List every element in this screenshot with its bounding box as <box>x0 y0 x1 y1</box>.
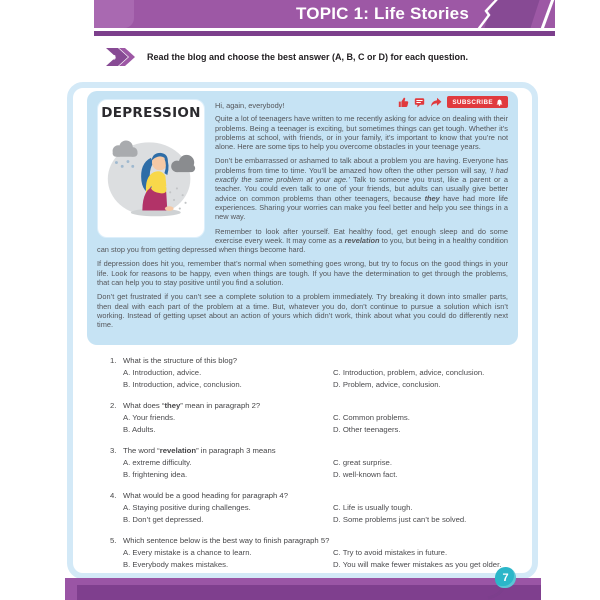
comment-icon[interactable] <box>414 97 425 108</box>
question-number: 3. <box>110 446 117 455</box>
option-4c[interactable]: C. Life is usually tough. <box>333 503 413 512</box>
option-5c[interactable]: C. Try to avoid mistakes in future. <box>333 548 448 557</box>
depression-illustration <box>103 123 199 227</box>
exercise-number-badge <box>104 46 142 68</box>
blog-paragraph-1: Quite a lot of teenagers have written to me recently asking for advice on dealing with their problems. Being a teenager is exciting, but sometimes things can get tough. Whether it’s problems at school, with friends, or in your family, it’s important to know that you’re not alone. Here are some tips to help you overcome obstacles in your teenage years. <box>215 114 508 152</box>
option-1b[interactable]: B. Introduction, advice, conclusion. <box>123 379 242 389</box>
footer-bar <box>65 578 541 600</box>
instruction-text: Read the blog and choose the best answer (A, B, C or D) for each question. <box>147 52 469 62</box>
option-2d[interactable]: D. Other teenagers. <box>333 424 401 434</box>
blog-greeting: Hi, again, everybody! <box>215 101 285 110</box>
option-3b[interactable]: B. frightening idea. <box>123 469 188 479</box>
header-diagonal-line <box>539 0 554 32</box>
page-title: TOPIC 1: Life Stories <box>296 4 469 23</box>
option-2c[interactable]: C. Common problems. <box>333 413 410 422</box>
question-number: 1. <box>110 356 117 365</box>
blog-paragraph-2: Don’t be embarrassed or ashamed to talk about a problem you are having. Everyone has problems from time to time. You’ll be amazed how often the other person will say, ‘I had exactly the same problem at your age.’ Talk to someone you trust, like a parent or a teacher. You could even talk to one of your friends, but adults can usually give better advice on common problems than other teenagers, because they have had more life experiences. Sharing your worries can make you feel better and help you see things in a new way. <box>215 156 509 222</box>
question-number: 5. <box>110 536 117 545</box>
option-4b[interactable]: B. Don’t get depressed. <box>123 514 204 524</box>
subscribe-button[interactable] <box>447 96 508 108</box>
option-1a[interactable]: A. Introduction, advice. <box>123 368 202 377</box>
option-3d[interactable]: D. well-known fact. <box>333 469 398 479</box>
blog-social-row <box>398 96 508 108</box>
blog-paragraph-5: Don’t get frustrated if you can’t see a complete solution to a problem immediately. Try breaking it down into smaller parts, then deal with each part of the problem at a time. But, whatever you do, don’t continue to pursue a solution which isn’t working. Instead of getting upset about an action of yours which didn’t work, think about what you could do differently next time. <box>97 292 508 330</box>
question-text: What does “they” mean in paragraph 2? <box>123 401 261 410</box>
share-icon[interactable] <box>430 97 442 108</box>
footer-inner-band <box>77 585 541 600</box>
instruction-row <box>104 46 468 68</box>
page-number: 7 <box>502 571 509 584</box>
subscribe-label: SUBSCRIBE <box>452 98 493 106</box>
question-number: 4. <box>110 491 117 500</box>
blog-paragraph-3: Remember to look after yourself. Eat healthy food, get enough sleep and do some exercise every week. It may come as a revelation to you, but being in a healthy condition can stop you from getting depressed when things become hard. <box>97 226 509 255</box>
option-4d[interactable]: D. Some problems just can’t be solved. <box>333 514 467 524</box>
header-zigzag-decoration <box>473 0 503 31</box>
header-underline <box>94 31 555 36</box>
option-2b[interactable]: B. Adults. <box>123 424 156 434</box>
bell-icon <box>496 99 503 106</box>
page-number-badge <box>495 567 516 588</box>
question-2 <box>110 400 514 435</box>
thumbs-up-icon[interactable] <box>398 97 409 108</box>
option-5b[interactable]: B. Everybody makes mistakes. <box>123 559 229 569</box>
header-tab-decoration <box>94 0 134 28</box>
option-3a[interactable]: A. extreme difficulty. <box>123 458 192 467</box>
question-1 <box>110 355 514 390</box>
option-1d[interactable]: D. Problem, advice, conclusion. <box>333 379 441 389</box>
topic-header-bar <box>94 0 555 28</box>
depression-card <box>97 99 205 238</box>
option-4a[interactable]: A. Staying positive during challenges. <box>123 503 251 512</box>
worksheet-panel <box>67 82 538 579</box>
question-text: Which sentence below is the best way to finish paragraph 5? <box>123 536 330 545</box>
question-4 <box>110 490 514 525</box>
option-3c[interactable]: C. great surprise. <box>333 458 392 467</box>
option-1c[interactable]: C. Introduction, problem, advice, conclusion. <box>333 368 485 377</box>
question-text: What is the structure of this blog? <box>123 356 238 365</box>
option-5d[interactable]: D. You will make fewer mistakes as you get older. <box>333 559 502 569</box>
card-title: DEPRESSION <box>101 105 201 121</box>
question-number: 2. <box>110 401 117 410</box>
rain-cloud-icon <box>113 140 138 156</box>
blog-paragraph-4: If depression does hit you, remember that’s normal when something goes wrong, but try to focus on the good things in your life. Look for reasons to be happy, even when things are tough. If you have the determination to get through the problems, that can help you to stay positive until you find a solution. <box>97 259 508 288</box>
exercise-number: 05 <box>108 54 116 62</box>
option-2a[interactable]: A. Your friends. <box>123 413 176 422</box>
question-3 <box>110 445 514 480</box>
option-5a[interactable]: A. Every mistake is a chance to learn. <box>123 548 252 557</box>
question-5 <box>110 535 514 570</box>
questions-section <box>110 355 514 580</box>
blog-panel <box>87 91 518 345</box>
question-text: The word “revelation” in paragraph 3 means <box>123 446 276 455</box>
question-text: What would be a good heading for paragraph 4? <box>123 491 288 500</box>
